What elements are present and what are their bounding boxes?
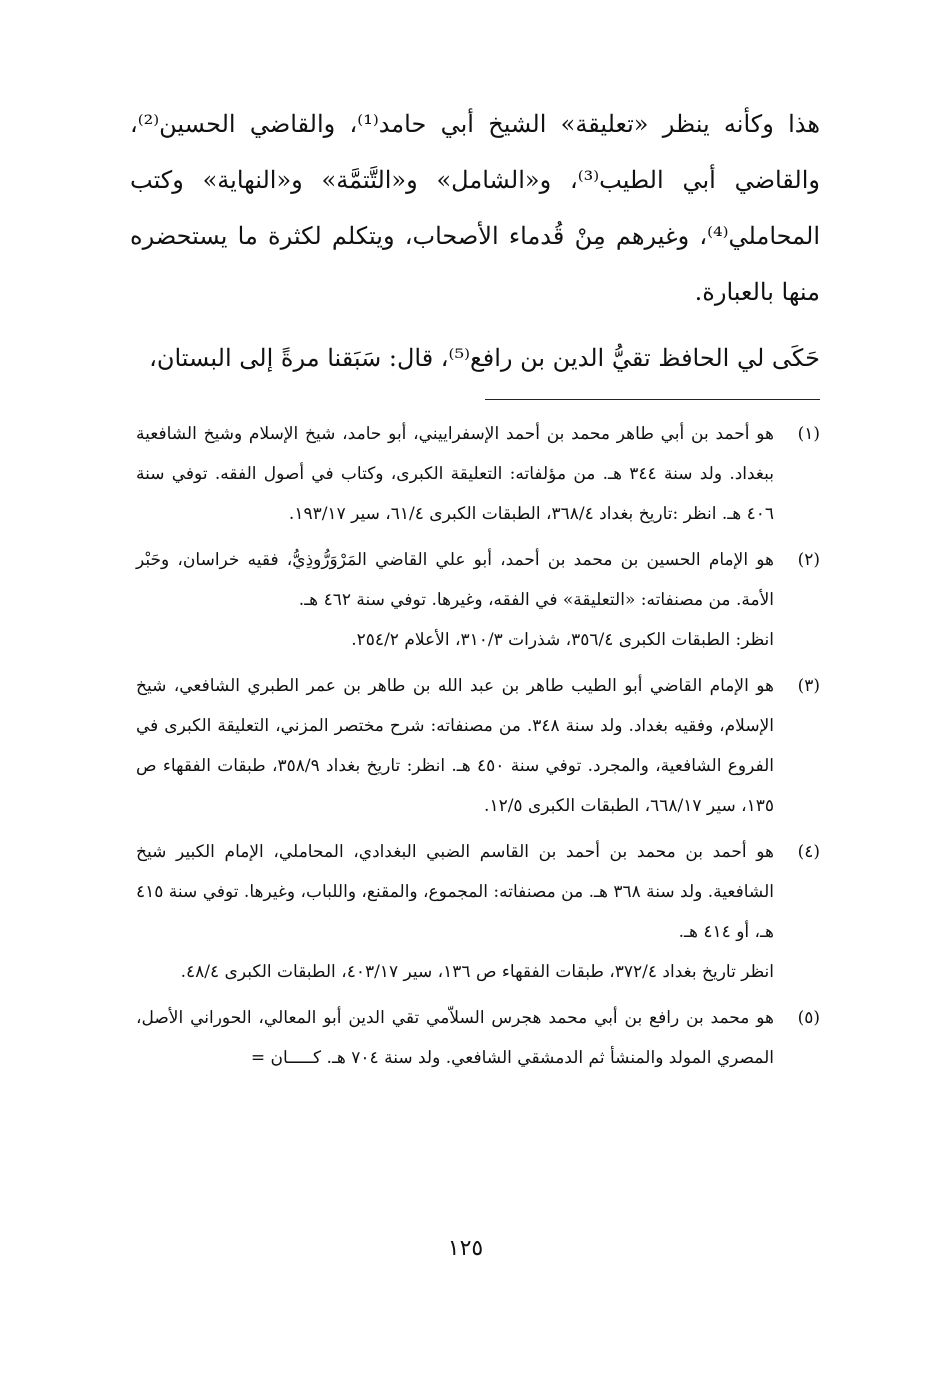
footnote-text: هو الإمام الحسين بن محمد بن أحمد، أبو علي القاضي المَرْوَرُّوذِيُّ، فقيه خراسان، وحَبْر الأمة. من مصنفاته: «التعليقة» في الفقه، وغيرها. توفي سنة ٤٦٢ هـ.	[136, 550, 774, 610]
main-paragraph-2: حَكَى لي الحافظ تقيُّ الدين بن رافع⁽⁵⁾، قال: سَبَقنا مرةً إلى البستان،	[149, 344, 820, 372]
footnote-text: هو أحمد بن محمد بن أحمد بن القاسم الضبي البغدادي، المحاملي، الإمام الكبير شيخ الشافعية. ولد سنة ٣٦٨ هـ. من مصنفاته: المجموع، والمقنع، واللباب، وغيرها. توفي سنة ٤١٥ هـ، أو ٤١٤ هـ.	[136, 842, 774, 942]
footnote-reference: انظر: الطبقات الكبرى ٣٥٦/٤، شذرات ٣١٠/٣، الأعلام ٢٥٤/٢.	[351, 630, 774, 650]
main-paragraph-1: هذا وكأنه ينظر «تعليقة» الشيخ أبي حامد⁽¹⁾، والقاضي الحسين⁽²⁾، والقاضي أبي الطيب⁽³⁾، و«الشامل» و«التَّتمَّة» و«النهاية» وكتب المحاملي⁽⁴⁾، وغيرهم مِنْ قُدماء الأصحاب، ويتكلم لكثرة ما يستحضره منها بالعبارة.	[130, 110, 821, 306]
footnote-reference: انظر تاريخ بغداد ٣٧٢/٤، طبقات الفقهاء ص ١٣٦، سير ٤٠٣/١٧، الطبقات الكبرى ٤٨/٤.	[180, 962, 774, 982]
footnote-5	[136, 998, 820, 1078]
footnote-3	[136, 666, 820, 826]
footnote-1	[136, 414, 820, 534]
footnote-number: (٥)	[797, 1008, 820, 1028]
footnote-text: هو أحمد بن أبي طاهر محمد بن أحمد الإسفراييني، أبو حامد، شيخ الإسلام وشيخ الشافعية ببغداد. ولد سنة ٣٤٤ هـ. من مؤلفاته: التعليقة الكبرى، وكتاب في أصول الفقه. توفي سنة ٤٠٦ هـ. انظر :تاريخ بغداد ٣٦٨/٤، الطبقات الكبرى ٦١/٤، سير ١٩٣/١٧.	[136, 424, 774, 524]
footnote-text: هو محمد بن رافع بن أبي محمد هجرس السلاّمي تقي الدين أبو المعالي، الحوراني الأصل، المصري المولد والمنشأ ثم الدمشقي الشافعي. ولد سنة ٧٠٤ هـ. كـــــان =	[136, 1008, 774, 1068]
footnote-2	[136, 540, 820, 660]
footnote-number: (٢)	[797, 550, 820, 570]
footnote-4	[136, 832, 820, 992]
footnote-number: (٣)	[797, 676, 820, 696]
page-number: ١٢٥	[447, 1236, 484, 1261]
footnotes	[136, 414, 820, 1078]
footnote-text: هو الإمام القاضي أبو الطيب طاهر بن عبد الله بن طاهر بن عمر الطبري الشافعي، شيخ الإسلام، وفقيه بغداد. ولد سنة ٣٤٨. من مصنفاته: شرح مختصر المزني، التعليقة الكبرى في الفروع الشافعية، والمجرد. توفي سنة ٤٥٠ هـ. انظر: تاريخ بغداد ٣٥٨/٩، طبقات الفقهاء ص ١٣٥، سير ٦٦٨/١٧، الطبقات الكبرى ١٢/٥.	[136, 676, 774, 816]
footnote-number: (١)	[797, 424, 820, 444]
main-text	[130, 96, 820, 386]
footnote-separator	[485, 399, 820, 400]
footnote-number: (٤)	[797, 842, 820, 862]
